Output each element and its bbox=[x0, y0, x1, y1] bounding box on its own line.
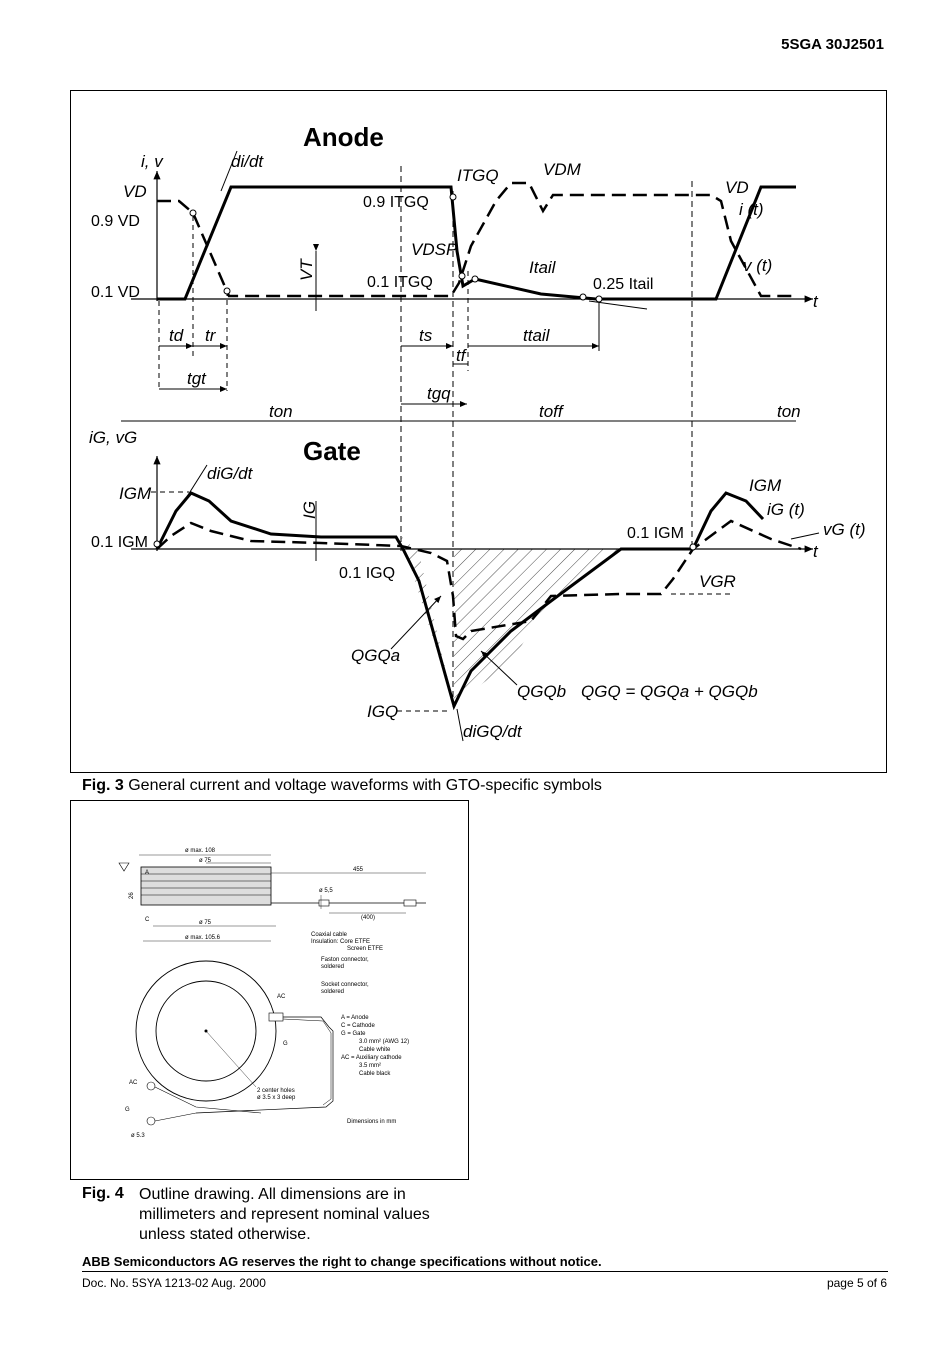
itail025-label: 0.25 Itail bbox=[593, 276, 654, 293]
note-faston: Faston connector, bbox=[321, 957, 369, 963]
digqdt-label: diGQ/dt bbox=[463, 722, 522, 741]
gate-title: Gate bbox=[303, 436, 361, 466]
dim-g-bottom: G bbox=[125, 1107, 130, 1113]
qgq-hatched-area bbox=[401, 536, 621, 706]
note-screen: Screen ETFE bbox=[347, 946, 384, 952]
itgq01-label: 0.1 ITGQ bbox=[367, 274, 433, 291]
anode-title: Anode bbox=[303, 122, 384, 152]
dim-d75-bottom: ø 75 bbox=[199, 920, 212, 926]
igm01-right-label: 0.1 IGM bbox=[627, 525, 684, 542]
igq01-label: 0.1 IGQ bbox=[339, 565, 396, 582]
waveform-svg bbox=[71, 91, 886, 772]
vd-right-label: VD bbox=[725, 178, 749, 197]
note-dimmm: Dimensions in mm bbox=[347, 1119, 397, 1125]
t-axis-gate-label: t bbox=[813, 542, 818, 561]
fig4-caption-text: Outline drawing. All dimensions are in millimeters and represent nominal values unless stated otherwise. bbox=[139, 1186, 430, 1243]
t-axis-label: t bbox=[813, 292, 818, 311]
ton-label: ton bbox=[269, 402, 293, 421]
gto-side-view bbox=[141, 867, 271, 905]
dim-d55: ø 5,5 bbox=[319, 888, 333, 894]
note-holes2: ø 3.5 x 3 deep bbox=[257, 1095, 296, 1101]
i-t-label: i (t) bbox=[739, 200, 764, 219]
dim-h26: 26 bbox=[129, 892, 135, 899]
document-id: 5SGA 30J2501 bbox=[781, 36, 884, 53]
digdt-label: diG/dt bbox=[207, 464, 253, 483]
vd09-label: 0.9 VD bbox=[91, 213, 140, 230]
fig3-caption-text: General current and voltage waveforms with GTO-specific symbols bbox=[123, 777, 602, 794]
legend-ac3: Cable black bbox=[359, 1071, 391, 1077]
legend-g: G = Gate bbox=[341, 1031, 366, 1037]
note-insulation: Insulation: Core ETFE bbox=[311, 939, 371, 945]
dim-max1056: ø max. 105.6 bbox=[185, 935, 221, 941]
dim-ac-top: AC bbox=[277, 994, 286, 1000]
igm-right-label: IGM bbox=[749, 476, 782, 495]
itail-label: Itail bbox=[529, 258, 556, 277]
tf-label: tf bbox=[456, 346, 466, 365]
dim-455: 455 bbox=[353, 867, 364, 873]
dim-d75-top: ø 75 bbox=[199, 858, 212, 864]
dim-c: C bbox=[145, 917, 150, 923]
fig4-caption-label: Fig. 4 bbox=[82, 1185, 124, 1202]
footer-rule bbox=[82, 1271, 888, 1272]
itgq09-label: 0.9 ITGQ bbox=[363, 194, 429, 211]
qgqb-label: QGQb bbox=[517, 682, 567, 701]
anode-current-curve bbox=[157, 187, 796, 299]
ig-label: IG bbox=[300, 501, 319, 519]
dim-ac-bottom: AC bbox=[129, 1080, 138, 1086]
fig3-caption bbox=[82, 777, 602, 795]
itgq-label: ITGQ bbox=[457, 166, 499, 185]
page-number: page 5 of 6 bbox=[826, 1276, 887, 1290]
legend-c: C = Cathode bbox=[341, 1023, 375, 1029]
note-socket: Socket connector, bbox=[321, 982, 369, 988]
note-coax: Coaxial cable bbox=[311, 932, 348, 938]
ts-label: ts bbox=[419, 326, 433, 345]
dim-a: A bbox=[145, 870, 150, 876]
tgq-label: tgq bbox=[427, 384, 451, 403]
legend-ac2: 3.5 mm² bbox=[359, 1063, 382, 1069]
toff-label: toff bbox=[539, 402, 563, 421]
legend-g3: Cable white bbox=[359, 1047, 391, 1053]
note-faston2: soldered bbox=[321, 964, 345, 970]
v-t-label: v (t) bbox=[743, 256, 773, 275]
note-holes: 2 center holes bbox=[257, 1088, 295, 1094]
td-label: td bbox=[169, 326, 184, 345]
outline-svg bbox=[71, 801, 468, 1179]
vg-t-label: vG (t) bbox=[823, 520, 866, 539]
vdsp-label: VDSP bbox=[411, 240, 458, 259]
ig-vg-axis-label: iG, vG bbox=[89, 428, 138, 447]
igq-label: IGQ bbox=[367, 702, 399, 721]
vgr-label: VGR bbox=[699, 572, 736, 591]
vd01-label: 0.1 VD bbox=[91, 284, 140, 301]
ton-right-label: ton bbox=[777, 402, 801, 421]
vd-label: VD bbox=[123, 182, 147, 201]
ig-t-label: iG (t) bbox=[767, 500, 805, 519]
legend-a: A = Anode bbox=[341, 1015, 369, 1021]
dim-400: (400) bbox=[361, 915, 376, 921]
didt-label: di/dt bbox=[231, 152, 264, 171]
note-socket2: soldered bbox=[321, 989, 345, 995]
vt-label: VT bbox=[297, 259, 316, 281]
vdm-label: VDM bbox=[543, 160, 581, 179]
fig4-outline-drawing bbox=[70, 800, 469, 1180]
tr-label: tr bbox=[205, 326, 216, 345]
dim-g-top: G bbox=[283, 1041, 288, 1047]
tgt-label: tgt bbox=[187, 369, 206, 388]
legend-ac: AC = Auxiliary cathode bbox=[341, 1055, 402, 1061]
dim-max108: ø max. 108 bbox=[185, 848, 216, 854]
fig3-waveform-diagram bbox=[70, 90, 887, 773]
igm01-label: 0.1 IGM bbox=[91, 534, 148, 551]
disclaimer: ABB Semiconductors AG reserves the right to change specifications without notice. bbox=[82, 1254, 602, 1269]
fig3-caption-label: Fig. 3 bbox=[82, 777, 124, 794]
qgq-equation: QGQ = QGQa + QGQb bbox=[581, 682, 758, 701]
iv-axis-label: i, v bbox=[141, 152, 163, 171]
document-number: Doc. No. 5SYA 1213-02 Aug. 2000 bbox=[82, 1276, 266, 1290]
igm-label: IGM bbox=[119, 484, 152, 503]
dim-d53: ø 5.3 bbox=[131, 1133, 145, 1139]
legend-g2: 3.0 mm² (AWG 12) bbox=[359, 1039, 410, 1045]
qgqa-label: QGQa bbox=[351, 646, 401, 665]
ttail-label: ttail bbox=[523, 326, 550, 345]
thyristor-symbol bbox=[119, 863, 129, 871]
